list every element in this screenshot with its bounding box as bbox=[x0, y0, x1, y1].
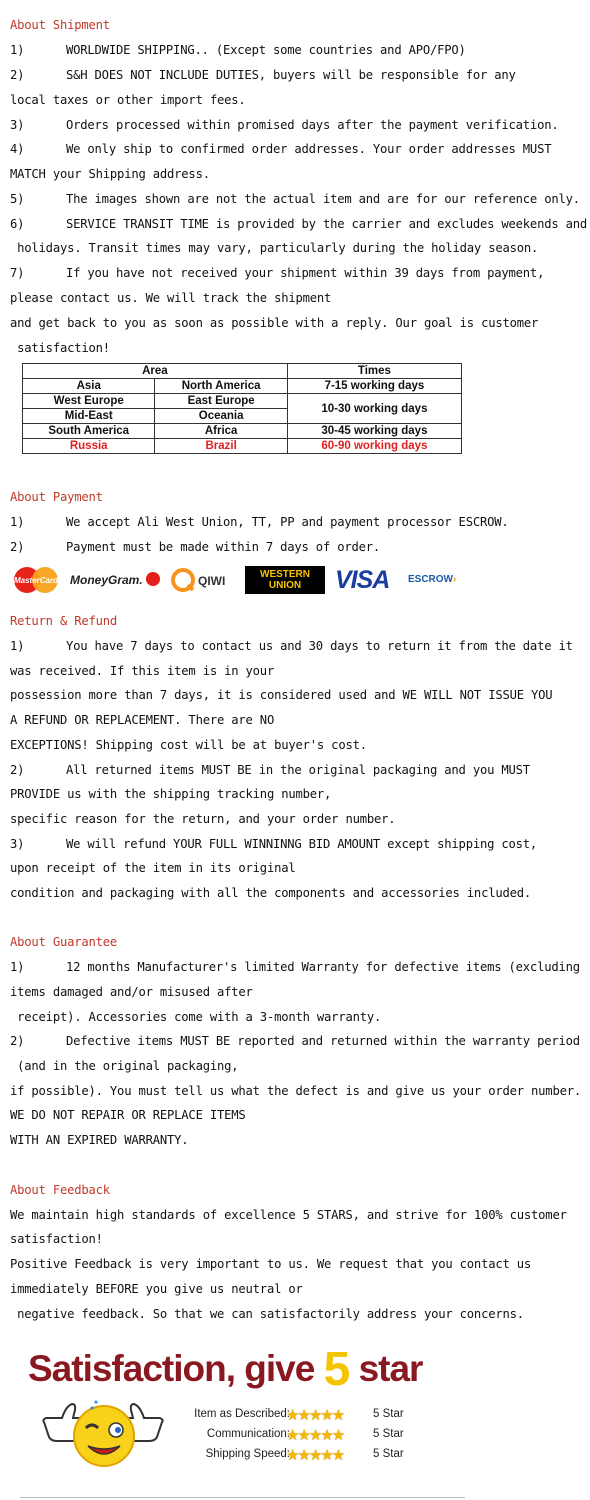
shipment-line: 7) If you have not received your shipment within 39 days from payment, bbox=[10, 266, 545, 280]
table-row bbox=[23, 394, 462, 409]
shipment-line: and get back to you as soon as possible with a reply. Our goal is customer bbox=[10, 316, 539, 330]
table-row bbox=[23, 439, 462, 454]
table-header-times: Times bbox=[287, 364, 461, 379]
table-cell: Africa bbox=[155, 424, 287, 439]
rating-row-item-described bbox=[178, 1406, 418, 1426]
shipment-line: 5) The images shown are not the actual item and are for our reference only. bbox=[10, 192, 580, 206]
shipment-line: MATCH your Shipping address. bbox=[10, 167, 210, 181]
mastercard-logo bbox=[10, 566, 62, 594]
table-row bbox=[23, 424, 462, 439]
guarantee-line: 1) 12 months Manufacturer's limited Warranty for defective items (excluding bbox=[10, 960, 580, 974]
rating-label: Communication: bbox=[206, 1428, 290, 1440]
guarantee-line: if possible). You must tell us what the defect is and give us your order number. bbox=[10, 1084, 581, 1098]
shipment-line: 1) WORLDWIDE SHIPPING.. (Except some countries and APO/FPO) bbox=[10, 43, 466, 57]
payment-heading: About Payment bbox=[10, 490, 103, 504]
moneygram-logo: MoneyGram. bbox=[70, 566, 166, 594]
table-cell: North America bbox=[155, 379, 287, 394]
table-cell: 30-45 working days bbox=[287, 424, 461, 439]
feedback-line: immediately BEFORE you give us neutral or bbox=[10, 1282, 303, 1296]
refund-line: 3) We will refund YOUR FULL WINNINNG BID AMOUNT except shipping cost, bbox=[10, 837, 538, 851]
guarantee-line: WE DO NOT REPAIR OR REPLACE ITEMS bbox=[10, 1108, 246, 1122]
table-cell: Russia bbox=[23, 439, 155, 454]
refund-line: possession more than 7 days, it is considered used and WE WILL NOT ISSUE YOU bbox=[10, 688, 553, 702]
guarantee-line: (and in the original packaging, bbox=[10, 1059, 239, 1073]
shipment-line: satisfaction! bbox=[10, 341, 110, 355]
table-cell: 7-15 working days bbox=[287, 379, 461, 394]
refund-heading: Return & Refund bbox=[10, 614, 118, 628]
table-cell: East Europe bbox=[155, 394, 287, 409]
western-union-logo: WESTERN UNION bbox=[245, 566, 325, 594]
feedback-line: Positive Feedback is very important to us. We request that you contact us bbox=[10, 1257, 532, 1271]
feedback-line: satisfaction! bbox=[10, 1232, 103, 1246]
seller-ratings bbox=[178, 1406, 418, 1466]
satisfaction-banner-title: Satisfaction, give 5 star bbox=[28, 1343, 423, 1396]
five-star-rating-icon: ★★★★★ bbox=[286, 1407, 344, 1424]
refund-line: PROVIDE us with the shipping tracking number, bbox=[10, 787, 332, 801]
qiwi-logo bbox=[170, 566, 240, 594]
rating-row-shipping-speed bbox=[178, 1446, 418, 1466]
table-header-row bbox=[23, 364, 462, 379]
rating-value: 5 Star bbox=[373, 1448, 404, 1460]
refund-line: condition and packaging with all the components and accessories included. bbox=[10, 886, 532, 900]
shipment-line: 2) S&H DOES NOT INCLUDE DUTIES, buyers will be responsible for any bbox=[10, 68, 516, 82]
rating-label: Shipping Speed: bbox=[205, 1448, 290, 1460]
guarantee-heading: About Guarantee bbox=[10, 935, 118, 949]
table-cell: 60-90 working days bbox=[287, 439, 461, 454]
shipment-line: 6) SERVICE TRANSIT TIME is provided by the carrier and excludes weekends and bbox=[10, 217, 588, 231]
guarantee-line: WITH AN EXPIRED WARRANTY. bbox=[10, 1133, 189, 1147]
table-cell: Mid-East bbox=[23, 409, 155, 424]
refund-line: was received. If this item is in your bbox=[10, 664, 275, 678]
escrow-logo: ESCROW› bbox=[408, 574, 457, 585]
payment-logos bbox=[10, 566, 470, 594]
guarantee-line: items damaged and/or misused after bbox=[10, 985, 253, 999]
table-cell: West Europe bbox=[23, 394, 155, 409]
shipment-line: 4) We only ship to confirmed order addresses. Your order addresses MUST bbox=[10, 142, 552, 156]
refund-line: EXCEPTIONS! Shipping cost will be at buyer's cost. bbox=[10, 738, 367, 752]
shipment-line: local taxes or other import fees. bbox=[10, 93, 246, 107]
svg-text:QIWI: QIWI bbox=[198, 574, 226, 588]
feedback-line: We maintain high standards of excellence 5 STARS, and strive for 100% customer bbox=[10, 1208, 567, 1222]
svg-text:MasterCard: MasterCard bbox=[13, 576, 59, 585]
five-star-rating-icon: ★★★★★ bbox=[286, 1427, 344, 1444]
table-cell: Asia bbox=[23, 379, 155, 394]
shipment-line: please contact us. We will track the shipment bbox=[10, 291, 332, 305]
guarantee-line: receipt). Accessories come with a 3-month warranty. bbox=[10, 1010, 382, 1024]
shipment-line: 3) Orders processed within promised days after the payment verification. bbox=[10, 118, 559, 132]
table-cell: 10-30 working days bbox=[287, 394, 461, 424]
payment-line: 2) Payment must be made within 7 days of order. bbox=[10, 540, 381, 554]
bottom-divider bbox=[20, 1497, 465, 1498]
table-row bbox=[23, 379, 462, 394]
five-star-rating-icon: ★★★★★ bbox=[286, 1447, 344, 1464]
rating-label: Item as Described: bbox=[194, 1408, 290, 1420]
shipment-line: holidays. Transit times may vary, particularly during the holiday season. bbox=[10, 241, 539, 255]
shipping-times-table bbox=[22, 363, 462, 454]
shipment-heading: About Shipment bbox=[10, 18, 110, 32]
guarantee-line: 2) Defective items MUST BE reported and returned within the warranty period bbox=[10, 1034, 580, 1048]
visa-logo: VISA bbox=[335, 566, 390, 594]
refund-line: 1) You have 7 days to contact us and 30 days to return it from the date it bbox=[10, 639, 573, 653]
refund-line: A REFUND OR REPLACEMENT. There are NO bbox=[10, 713, 275, 727]
rating-value: 5 Star bbox=[373, 1408, 404, 1420]
refund-line: 2) All returned items MUST BE in the original packaging and you MUST bbox=[10, 763, 530, 777]
thumbs-up-smiley-icon bbox=[38, 1392, 168, 1470]
feedback-line: negative feedback. So that we can satisfactorily address your concerns. bbox=[10, 1307, 524, 1321]
table-cell: Brazil bbox=[155, 439, 287, 454]
table-cell: South America bbox=[23, 424, 155, 439]
feedback-heading: About Feedback bbox=[10, 1183, 110, 1197]
refund-line: upon receipt of the item in its original bbox=[10, 861, 296, 875]
rating-row-communication bbox=[178, 1426, 418, 1446]
payment-line: 1) We accept Ali West Union, TT, PP and payment processor ESCROW. bbox=[10, 515, 509, 529]
table-cell: Oceania bbox=[155, 409, 287, 424]
refund-line: specific reason for the return, and your order number. bbox=[10, 812, 396, 826]
rating-value: 5 Star bbox=[373, 1428, 404, 1440]
table-header-area: Area bbox=[23, 364, 288, 379]
